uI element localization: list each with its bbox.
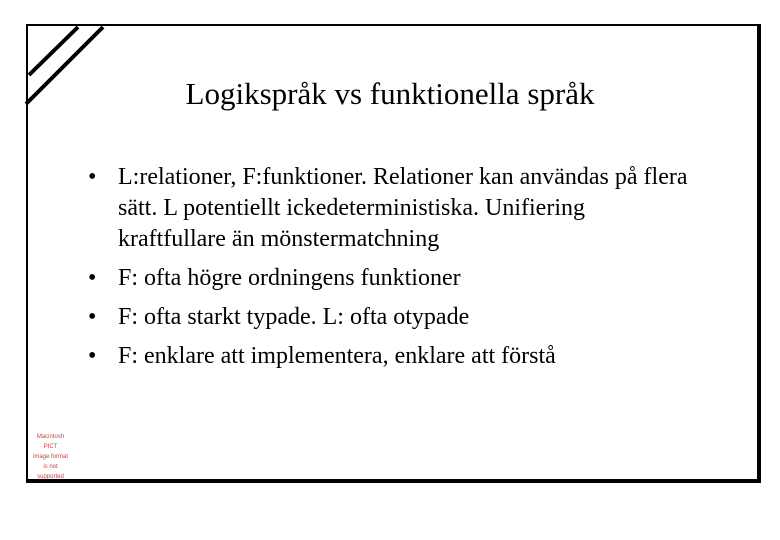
bullet-item [88, 162, 688, 255]
bullet-dot-icon: • [88, 164, 97, 190]
bullet-text: F: ofta starkt typade. L: ofta otypade [118, 304, 470, 330]
bullet-text: F: ofta högre ordningens funktioner [118, 265, 461, 291]
placeholder-line: is not supported [37, 464, 64, 480]
placeholder-line: image format [32, 454, 68, 460]
bullet-text: F: enklare att implementera, enklare att förstå [118, 343, 556, 369]
bullet-dot-icon: • [88, 265, 97, 291]
bullet-text: L:relationer, F:funktioner. Relationer kan användas på flera sätt. L potentiellt ickedeterministiska. Unifiering kraftfullare än mönstermatchning [118, 164, 688, 252]
bullet-dot-icon: • [88, 304, 97, 330]
unsupported-image-placeholder [31, 432, 70, 480]
placeholder-line: Macintosh PICT [36, 434, 65, 450]
bullet-list [88, 162, 688, 380]
bullet-item [88, 341, 688, 372]
bullet-item [88, 302, 688, 333]
bullet-dot-icon: • [88, 343, 97, 369]
slide-title: Logikspråk vs funktionella språk [185, 76, 595, 111]
bullet-item [88, 263, 688, 294]
